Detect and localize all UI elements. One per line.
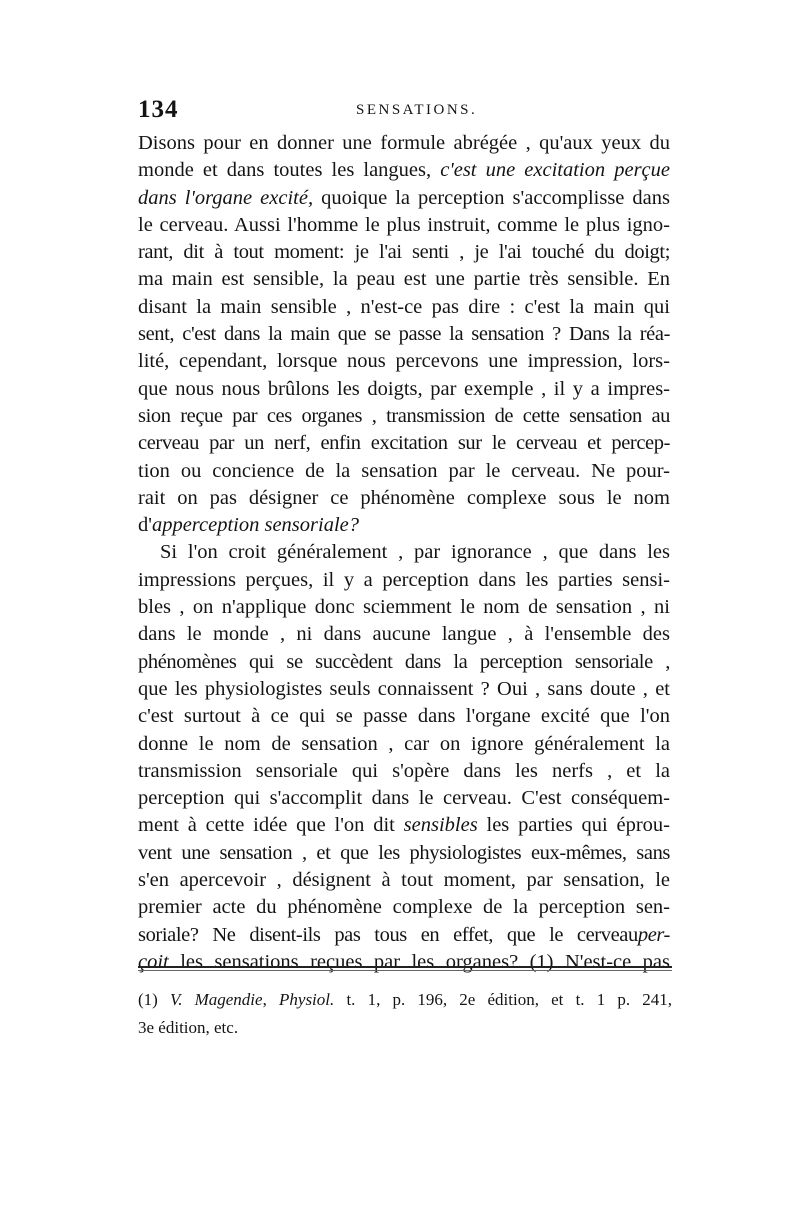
- text-line: ment à cette idée que l'on dit sensibles les parties qui éprou-: [138, 814, 670, 837]
- text-line: rait on pas désigner ce phénomène complexe sous le nom: [138, 486, 670, 509]
- text-line: soriale? Ne disent-ils pas tous en effet, que le cerveauper-: [138, 923, 670, 946]
- text-line: perception qui s'accomplit dans le cerveau. C'est conséquem-: [138, 787, 670, 810]
- footnote-line: 3e édition, etc.: [138, 1018, 239, 1037]
- text-line: lité, cependant, lorsque nous percevons une impression, lors-: [138, 350, 670, 373]
- text-line: que les physiologistes seuls connaissent ? Oui , sans doute , et: [138, 677, 670, 700]
- text-line: monde et dans toutes les langues, c'est une excitation perçue: [138, 159, 670, 182]
- text-line: dans le monde , ni dans aucune langue , à l'ensemble des: [138, 623, 670, 646]
- text-line: sent, c'est dans la main que se passe la sensation ? Dans la réa-: [138, 323, 670, 346]
- text-line: impressions perçues, il y a perception dans les parties sensi-: [138, 568, 670, 591]
- text-line: que nous nous brûlons les doigts, par exemple , il y a impres-: [138, 377, 670, 400]
- page-header: [138, 96, 670, 130]
- text-line: Disons pour en donner une formule abrégée , qu'aux yeux du: [138, 132, 670, 154]
- text-line: bles , on n'applique donc sciemment le nom de sensation , ni: [138, 596, 670, 619]
- footnote-line: (1) V. Magendie, Physiol. t. 1, p. 196, 2e édition, et t. 1 p. 241,: [138, 990, 673, 1009]
- text-line: premier acte du phénomène complexe de la perception sen-: [138, 896, 670, 919]
- text-line: disant la main sensible , n'est-ce pas dire : c'est la main qui: [138, 295, 670, 318]
- text-line: c'est surtout à ce qui se passe dans l'organe excité que l'on: [138, 705, 670, 728]
- text-line: rant, dit à tout moment: je l'ai senti , je l'ai touché du doigt;: [138, 241, 670, 264]
- text-line: phénomènes qui se succèdent dans la perception sensoriale ,: [138, 650, 670, 673]
- footnote: [138, 986, 672, 1042]
- text-line: d'apperception sensoriale?: [138, 514, 360, 537]
- footnote-rule-thin: [138, 970, 672, 971]
- text-line: Si l'on croit généralement , par ignorance , que dans les: [160, 541, 670, 564]
- text-line: çoit les sensations reçues par les organes? (1) N'est-ce pas: [138, 950, 670, 973]
- body-text: [138, 130, 670, 976]
- text-line: le cerveau. Aussi l'homme le plus instruit, comme le plus igno-: [138, 213, 670, 236]
- text-line: dans l'organe excité, quoique la perception s'accomplisse dans: [138, 186, 670, 209]
- text-line: transmission sensoriale qui s'opère dans les nerfs , et la: [138, 759, 670, 782]
- page-number: 134: [138, 96, 179, 123]
- footnote-rule: [138, 966, 672, 968]
- text-line: sion reçue par ces organes , transmission de cette sensation au: [138, 404, 670, 427]
- text-line: tion ou concience de la sensation par le cerveau. Ne pour-: [138, 459, 670, 482]
- text-line: donne le nom de sensation , car on ignore généralement la: [138, 732, 670, 755]
- text-line: ma main est sensible, la peau est une partie très sensible. En: [138, 268, 670, 291]
- running-head: SENSATIONS.: [356, 102, 478, 118]
- text-line: cerveau par un nerf, enfin excitation sur le cerveau et percep-: [138, 432, 670, 455]
- text-line: s'en apercevoir , désignent à tout moment, par sensation, le: [138, 869, 670, 892]
- text-line: vent une sensation , et que les physiologistes eux-mêmes, sans: [138, 841, 670, 864]
